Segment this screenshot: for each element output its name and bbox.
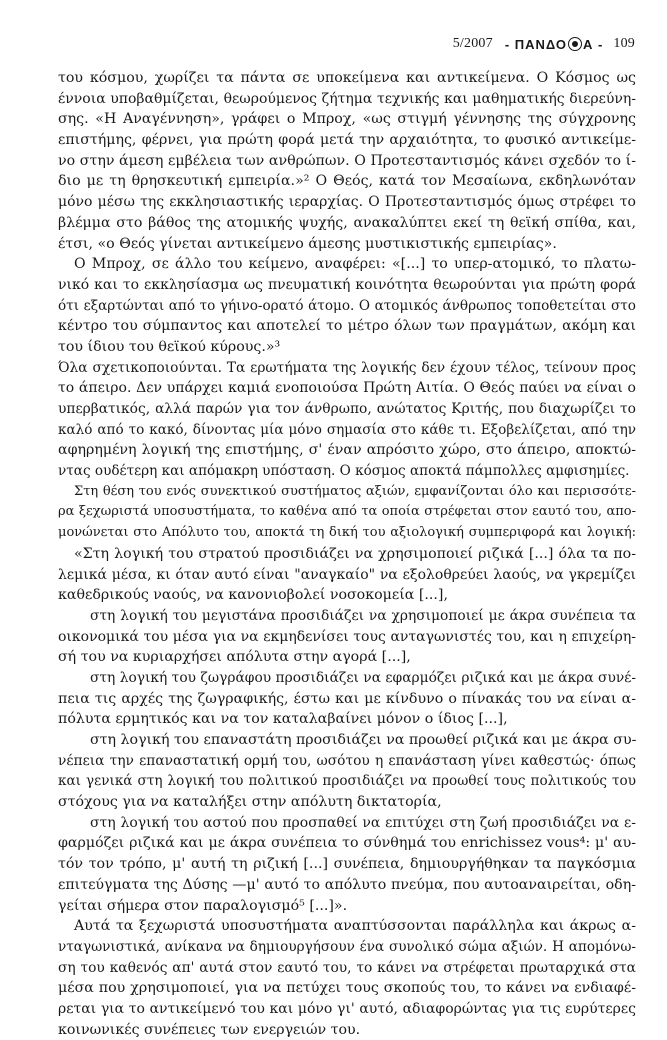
text-line: νταγωνιστικά, ανίκανα να δημιουργήσουν ένα συνολικό σώμα αξιών. Η απομόνω- <box>58 938 636 955</box>
text-line: νικό και το εκκλησίασμα ως πνευματική κοινότητα θεωρούνται για πρώτη φορά <box>58 276 636 293</box>
text-line: διο με τη θρησκευτική εμπειρία.»² Ο Θεός, κατά τον Μεσαίωνα, εκδηλωνόταν <box>58 173 636 190</box>
page-number: 109 <box>613 36 635 51</box>
text-line: στη λογική του επαναστάτη προσιδιάζει να προωθεί ριζικά και με άκρα συ- <box>90 732 636 748</box>
text-line: οικονομικά του μέσα για να εκμηδενίσει τους ανταγωνιστές του, και η επιχείρη- <box>58 628 636 645</box>
text-line: σης. «Η Αναγέννηση», γράφει ο Μπροχ, «ως στιγμή γέννησης της σύγχρονης <box>58 111 636 128</box>
text-line: νο στην άμεση εμβέλεια των ανθρώπων. Ο Προτεσταντισμός κάνει σχεδόν το ί- <box>58 152 636 169</box>
text-line: πόλυτα ερμητικός και να τον καταλαβαίνει μόνον ο ίδιος [...], <box>58 711 508 728</box>
text-line: μέσα που χρησιμοποιεί, για να πετύχει τους σκοπούς του, το κάνει να ενδιαφέ- <box>58 980 636 997</box>
text-line: φαρμόζει ριζικά και με άκρα συνέπεια το σύνθημά του enrichissez vous⁴: μ' αυ- <box>58 835 636 852</box>
text-line: υπερβατικός, αλλά παρών για τον άνθρωπο, ανώτατος Κριτής, που διαχωρίζει το <box>58 401 636 417</box>
text-line: μονώνεται στο Απόλυτο του, αποκτά τη δική του αξιολογική συμπεριφορά και λογική: <box>58 525 636 541</box>
text-line: καλό από το κακό, δίνοντας μία μόνο σημασία στο κάθε τι. Εξοβελίζεται, από την <box>58 421 636 438</box>
text-line: λεμικά μέσα, κι όταν αυτό είναι "αναγκαίο" να εξολοθρεύει λαούς, να γκρεμίζει <box>58 566 636 583</box>
text-line: μόνο μέσω της εκκλησιαστικής ιεραρχίας. Ο Προτεσταντισμός όμως στρέφει το <box>58 194 636 211</box>
page-header <box>440 36 635 52</box>
text-line: Αυτά τα ξεχωριστά υποσυστήματα αναπτύσσονται παράλληλα και άκρως α- <box>74 918 636 935</box>
journal-name-left: - ΠΑΝΔΟ <box>504 36 568 52</box>
text-line: στη λογική του αστού που προσπαθεί να επιτύχει στη ζωή προσιδιάζει να ε- <box>90 814 636 831</box>
text-line: σή του να κυριαρχήσει απόλυτα στην αγορά [...], <box>58 649 411 666</box>
text-line: κοινωνικές συνέπειες των ενεργειών του. <box>58 1021 361 1038</box>
body-text <box>58 68 636 1040</box>
text-line: βλέμμα στο βάθος της ατομικής ψυχής, ανακαλύπτει εκεί τη θεϊκή σπίθα, και, <box>58 214 636 231</box>
text-line: ρεται για το αντικείμενό του και μόνο γι' αυτό, αδιαφορώντας για τις ευρύτερες <box>58 1000 636 1017</box>
text-line: στόχους για να καταλήξει στην απόλυτη δικτατορία, <box>58 794 442 811</box>
text-line: και γενικά στη λογική του πολιτικού προσιδιάζει να προωθεί τους πολιτικούς του <box>58 773 636 790</box>
text-line: καθεδρικούς ναούς, να κανονιοβολεί νοσοκομεία [...], <box>58 587 448 604</box>
text-line: πεια τις αρχές της ζωγραφικής, έστω και με κίνδυνο ο πίνακάς του να είναι α- <box>58 690 636 707</box>
text-line: έννοια υποβαθμίζεται, θεωρούμενος ζήτημα τεχνικής και μαθηματικής διερεύνη- <box>58 90 636 107</box>
text-line: ότι εξαρτώνται από το γήινο-ορατό άτομο. Ο ατομικός άνθρωπος τοποθετείται στο <box>58 297 636 314</box>
text-line: του κόσμου, χωρίζει τα πάντα σε υποκείμενα και αντικείμενα. Ο Κόσμος ως <box>58 70 636 86</box>
journal-name <box>505 37 604 52</box>
pandora-seal-icon <box>568 37 582 51</box>
text-line: επιτεύγματα της Δύσης —μ' αυτό το απόλυτο πνεύμα, που αυτοαναιρείται, οδη- <box>58 876 636 893</box>
text-line: του ίδιου του θεϊκού κύρους.»³ <box>58 338 281 355</box>
text-line: νέπεια την επαναστατική ορμή του, ωσότου η επανάσταση γίνει καθεστώς· όπως <box>58 752 636 769</box>
text-line: ση του καθενός απ' αυτά στον εαυτό του, το κάνει να στρέφεται πρωταρχικά στα <box>58 959 636 976</box>
text-line: ντας ουδέτερη και απόμακρη υπόσταση. Ο κόσμος αποκτά πάμπολλες αμφισημίες. <box>58 463 630 480</box>
text-line: Ο Μπροχ, σε άλλο του κείμενο, αναφέρει: «[...] το υπερ-ατομικό, το πλατω- <box>74 256 636 273</box>
text-line: Όλα σχετικοποιούνται. Τα ερωτήματα της λογικής δεν έχουν τέλος, τείνουν προς <box>58 359 636 376</box>
journal-name-right: Α - <box>583 36 604 52</box>
text-line: το άπειρο. Δεν υπάρχει καμιά ενοποιούσα Πρώτη Αιτία. Ο Θεός παύει να είναι ο <box>58 380 636 397</box>
text-line: αφηρημένη λογική της επιστήμης, σ' έναν απρόσιτο χώρο, στο άπειρο, αποκτώ- <box>58 442 636 459</box>
text-line: Στη θέση του ενός συνεκτικού συστήματος αξιών, εμφανίζονται όλο και περισσότε- <box>74 483 636 499</box>
text-line: επιστήμης, φέρνει, για πρώτη φορά μετά την αρχαιότητα, το φυσικό αντικείμε- <box>58 132 636 149</box>
text-line: στη λογική του ζωγράφου προσιδιάζει να εφαρμόζει ριζικά και με άκρα συνέ- <box>90 669 636 686</box>
text-line: τόν τον τρόπο, μ' αυτή τη ριζική [...] συνέπεια, δημιουργήθηκαν τα παγκόσμια <box>58 856 636 873</box>
text-line: «Στη λογική του στρατού προσιδιάζει να χρησιμοποιεί ριζικά [...] όλα τα πο- <box>74 545 636 562</box>
text-line: στη λογική του μεγιστάνα προσιδιάζει να χρησιμοποιεί με άκρα συνέπεια τα <box>90 607 636 624</box>
issue-number: 5/2007 <box>452 36 493 51</box>
text-line: γείται σήμερα στον παραλογισμό⁵ [...]». <box>58 897 348 914</box>
text-line: έτσι, «ο Θεός γίνεται αντικείμενο άμεσης μυστικιστικής εμπειρίας». <box>58 235 557 252</box>
text-line: ρα ξεχωριστά υποσυστήματα, το καθένα από τα οποία στρέφεται στον εαυτό του, απο- <box>58 504 636 520</box>
text-line: κέντρο του σύμπαντος και αποτελεί το μέτρο όλων των πραγμάτων, ακόμη και <box>58 318 636 335</box>
